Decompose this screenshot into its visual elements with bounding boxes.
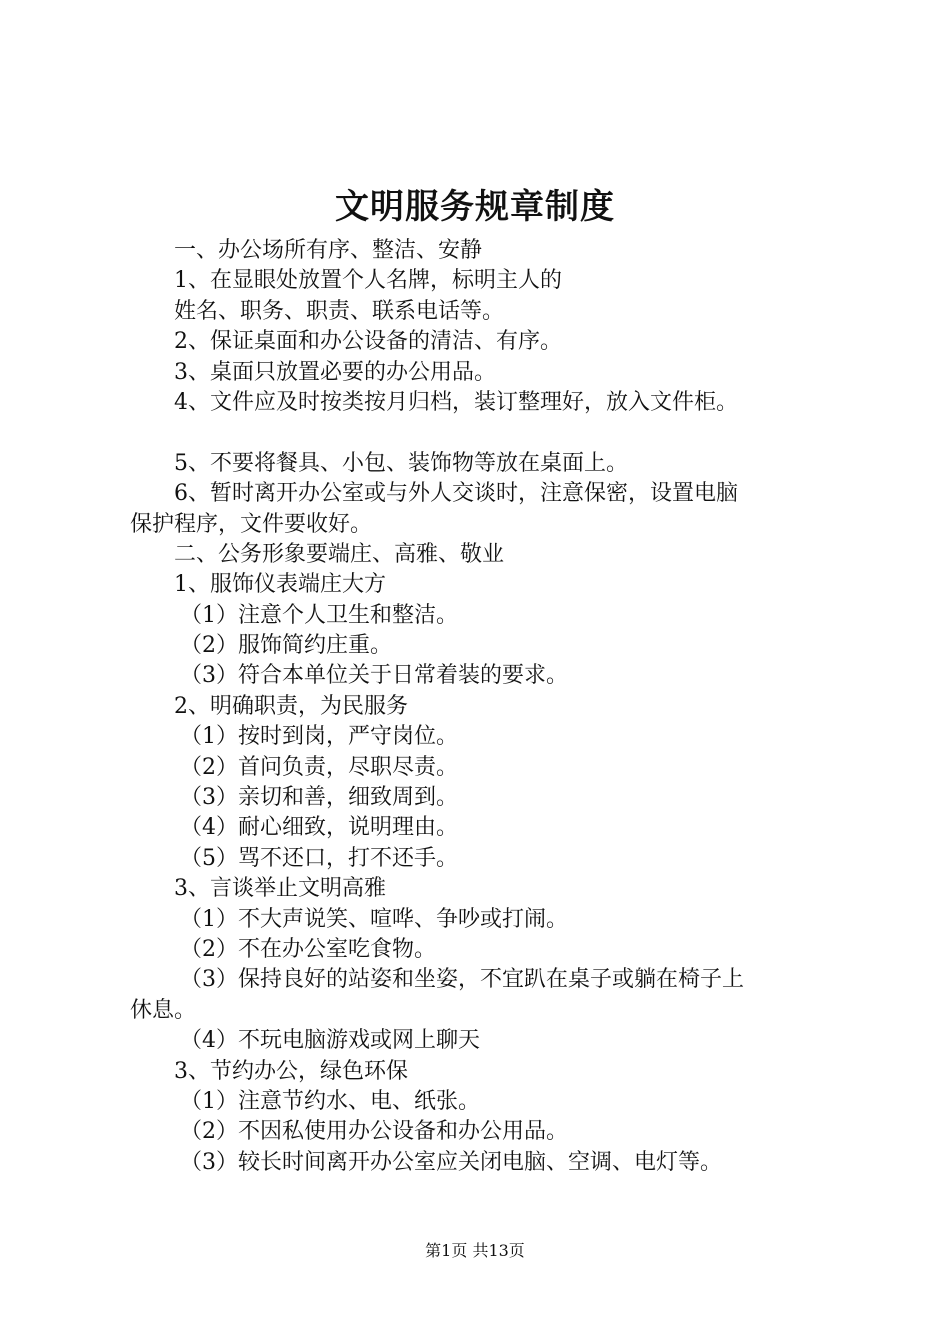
list-item: （4）不玩电脑游戏或网上聊天 — [180, 1028, 480, 1054]
subsection-heading: 1、服饰仪表端庄大方 — [174, 572, 386, 598]
subsection-heading: 3、节约办公，绿色环保 — [174, 1058, 408, 1084]
section-heading-2: 二、公务形象要端庄、高雅、敬业 — [174, 541, 505, 567]
list-item: （3）较长时间离开办公室应关闭电脑、空调、电灯等。 — [180, 1149, 722, 1175]
paragraph-line: 4、文件应及时按类按月归档，装订整理好，放入文件柜。 — [174, 389, 738, 415]
list-item: （4）耐心细致，说明理由。 — [180, 815, 458, 841]
blank-line — [130, 418, 830, 448]
paragraph-line: 5、不要将餐具、小包、装饰物等放在桌面上。 — [174, 450, 628, 476]
page-footer: 第1页 共13页 — [425, 1241, 525, 1260]
document-title: 文明服务规章制度 — [335, 187, 615, 227]
list-item: （1）注意节约水、电、纸张。 — [180, 1088, 480, 1114]
document-body — [130, 236, 830, 1178]
list-item: （2）不因私使用办公设备和办公用品。 — [180, 1119, 568, 1145]
list-item: （5）骂不还口，打不还手。 — [180, 845, 458, 871]
list-item: （2）不在办公室吃食物。 — [180, 936, 436, 962]
list-item: （3）符合本单位关于日常着装的要求。 — [180, 663, 568, 689]
paragraph-line: 2、保证桌面和办公设备的清洁、有序。 — [174, 329, 562, 355]
list-item-continuation: 休息。 — [130, 997, 197, 1023]
subsection-heading: 3、言谈举止文明高雅 — [174, 876, 386, 902]
section-heading-1: 一、办公场所有序、整洁、安静 — [174, 238, 483, 263]
paragraph-line: 3、桌面只放置必要的办公用品。 — [174, 359, 496, 385]
list-item: （1）注意个人卫生和整洁。 — [180, 602, 458, 628]
paragraph-line: 6、暂时离开办公室或与外人交谈时，注意保密，设置电脑 — [174, 481, 738, 507]
paragraph-line: 保护程序，文件要收好。 — [130, 511, 373, 537]
list-item: （3）保持良好的站姿和坐姿，不宜趴在桌子或躺在椅子上 — [180, 967, 744, 993]
subsection-heading: 2、明确职责，为民服务 — [174, 693, 408, 719]
list-item: （1）按时到岗，严守岗位。 — [180, 724, 458, 750]
paragraph-line: 姓名、职务、职责、联系电话等。 — [174, 298, 505, 324]
list-item: （2）服饰简约庄重。 — [180, 633, 392, 659]
list-item: （3）亲切和善，细致周到。 — [180, 785, 458, 811]
list-item: （2）首问负责，尽职尽责。 — [180, 754, 458, 780]
paragraph-line: 1、在显眼处放置个人名牌，标明主人的 — [174, 268, 562, 294]
list-item: （1）不大声说笑、喧哗、争吵或打闹。 — [180, 906, 568, 932]
